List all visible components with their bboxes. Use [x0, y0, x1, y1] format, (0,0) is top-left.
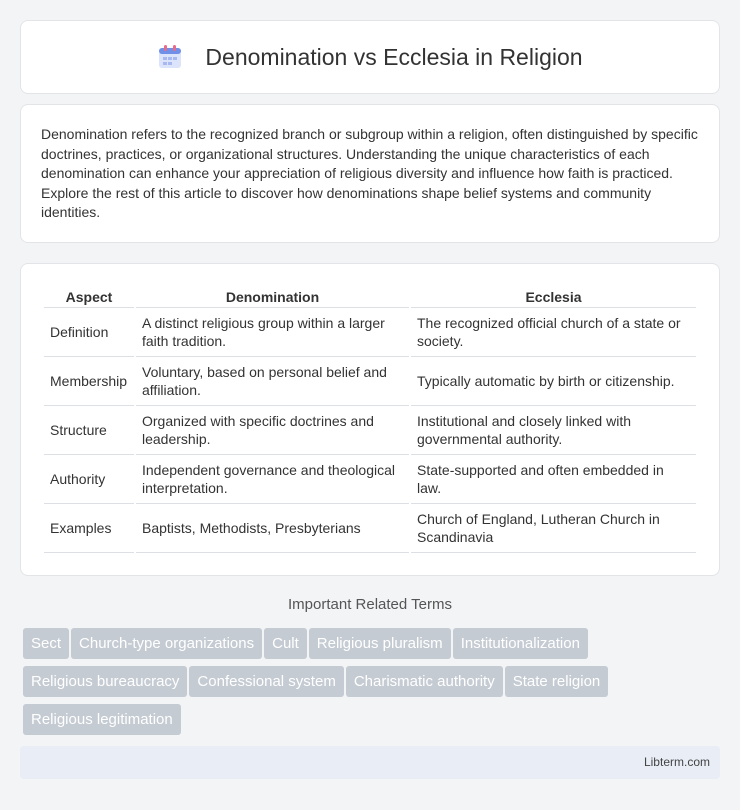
table-row	[44, 406, 696, 455]
table-cell: Authority	[44, 455, 134, 504]
table-cell: The recognized official church of a state or society.	[411, 308, 696, 357]
related-terms-title: Important Related Terms	[288, 596, 452, 613]
tag-religious-legitimation[interactable]: Religious legitimation	[23, 704, 181, 735]
table-cell: Structure	[44, 406, 134, 455]
header-denomination: Denomination	[136, 284, 409, 308]
tag-state-religion[interactable]: State religion	[505, 666, 609, 697]
page-title: Denomination vs Ecclesia in Religion	[205, 43, 583, 70]
table-cell: Independent governance and theological interpretation.	[136, 455, 409, 504]
header-ecclesia: Ecclesia	[411, 284, 696, 308]
table-cell: Definition	[44, 308, 134, 357]
table-cell: Examples	[44, 504, 134, 553]
table-cell: Church of England, Lutheran Church in Scandinavia	[411, 504, 696, 553]
tag-church-type-organizations[interactable]: Church-type organizations	[71, 628, 262, 659]
tag-charismatic-authority[interactable]: Charismatic authority	[346, 666, 503, 697]
table-cell: Baptists, Methodists, Presbyterians	[136, 504, 409, 553]
table-cell: Membership	[44, 357, 134, 406]
table-row	[44, 357, 696, 406]
comparison-table	[42, 284, 698, 553]
tag-confessional-system[interactable]: Confessional system	[189, 666, 343, 697]
tag-religious-bureaucracy[interactable]: Religious bureaucracy	[23, 666, 187, 697]
comparison-table-card	[20, 263, 720, 576]
table-cell: Institutional and closely linked with governmental authority.	[411, 406, 696, 455]
header-aspect: Aspect	[44, 284, 134, 308]
tag-cult[interactable]: Cult	[264, 628, 307, 659]
footer	[20, 746, 720, 779]
table-cell: A distinct religious group within a larger faith tradition.	[136, 308, 409, 357]
table-row	[44, 504, 696, 553]
intro-text: Denomination refers to the recognized branch or subgroup within a religion, often distinguished by specific doctrines, practices, or organizational structures. Understanding the unique characteristics of each denomination can enhance your appreciation of religious diversity and influence how faith is practiced. Explore the rest of this article to discover how denominations shape belief systems and community identities.	[41, 126, 698, 220]
table-row	[44, 308, 696, 357]
table-cell: Voluntary, based on personal belief and affiliation.	[136, 357, 409, 406]
calendar-icon	[157, 44, 183, 70]
tag-sect[interactable]: Sect	[23, 628, 69, 659]
tag-religious-pluralism[interactable]: Religious pluralism	[309, 628, 451, 659]
table-row	[44, 455, 696, 504]
tag-institutionalization[interactable]: Institutionalization	[453, 628, 588, 659]
table-cell: Typically automatic by birth or citizenship.	[411, 357, 696, 406]
table-cell: State-supported and often embedded in law.	[411, 455, 696, 504]
related-terms-list	[23, 628, 723, 742]
footer-link[interactable]: Libterm.com	[643, 755, 710, 769]
table-cell: Organized with specific doctrines and leadership.	[136, 406, 409, 455]
intro-card	[20, 104, 720, 243]
table-header-row	[44, 284, 696, 308]
title-card	[20, 20, 720, 94]
